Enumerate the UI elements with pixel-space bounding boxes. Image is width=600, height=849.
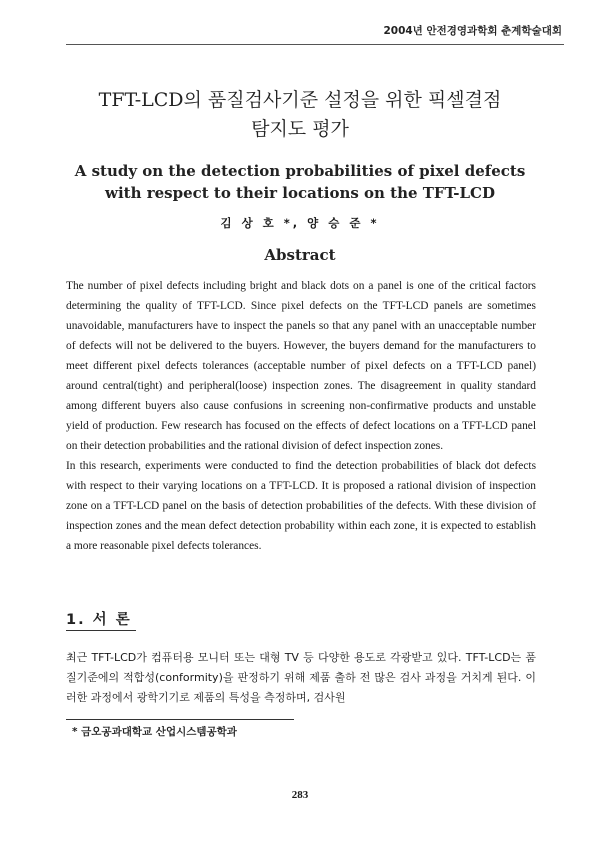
english-title xyxy=(60,160,540,204)
section-heading-introduction: 1. 서 론 xyxy=(66,612,132,628)
header-rule xyxy=(66,44,564,45)
korean-title xyxy=(60,86,540,144)
authors: 김 상 호 *, 양 승 준 * xyxy=(220,216,380,230)
conference-header: 2004년 안전경영과학회 춘계학술대회 xyxy=(383,25,562,37)
korean-title-line1: TFT-LCD의 품질검사기준 설정을 위한 픽셀결점 xyxy=(98,89,502,111)
english-title-line2: with respect to their locations on the TFT-LCD xyxy=(105,184,495,202)
abstract-paragraph-2: In this research, experiments were conducted to find the detection probabilities of black dot defects with respect to their varying locations on a TFT-LCD. It is proposed a rational division of inspection zone on a TFT-LCD panel on the basis of detection probabilities of the defects. With these division of inspection zones and the mean defect detection probability within each zone, it is expected to establish a more reasonable pixel defects tolerances. xyxy=(66,460,536,552)
affiliation-footnote: * 금오공과대학교 산업시스템공학과 xyxy=(72,726,237,738)
section-rule xyxy=(66,630,136,631)
page-number: 283 xyxy=(291,789,309,801)
footnote-rule xyxy=(66,719,294,720)
abstract-heading: Abstract xyxy=(264,246,336,264)
abstract-paragraph-1: The number of pixel defects including bright and black dots on a panel is one of the critical factors determining the quality of TFT-LCD. Since pixel defects on the TFT-LCD panels are sometimes unavoidable, manufacturers have to inspect the panels so that any panel with an unacceptable number of defects will not be delivered to the buyers. However, the buyers demand for the manufacturers to meet different pixel defects tolerances (acceptable number of pixel defects on a TFT-LCD panel) around central(tight) and peripheral(loose) inspection zones. The disagreement in quality standard among different buyers also cause confusions in screening non-confirmative products and unstable yield of production. Few research has focused on the effects of defect locations on a TFT-LCD panel on their detection probabilities and the rational division of defect inspection zones. xyxy=(66,280,536,452)
korean-title-line2: 탐지도 평가 xyxy=(251,118,349,140)
abstract-body xyxy=(66,276,536,556)
english-title-line1: A study on the detection probabilities of pixel defects xyxy=(74,162,526,180)
introduction-text xyxy=(66,648,536,708)
introduction-paragraph: 최근 TFT-LCD가 컴퓨터용 모니터 또는 대형 TV 등 다양한 용도로 각광받고 있다. TFT-LCD는 품질기준에의 적합성(conformity)을 판정하기 위해 제품 출하 전 많은 검사 과정을 거치게 된다. 이러한 과정에서 광학기기로 제품의 특성을 측정하며, 검사원 xyxy=(66,651,536,704)
